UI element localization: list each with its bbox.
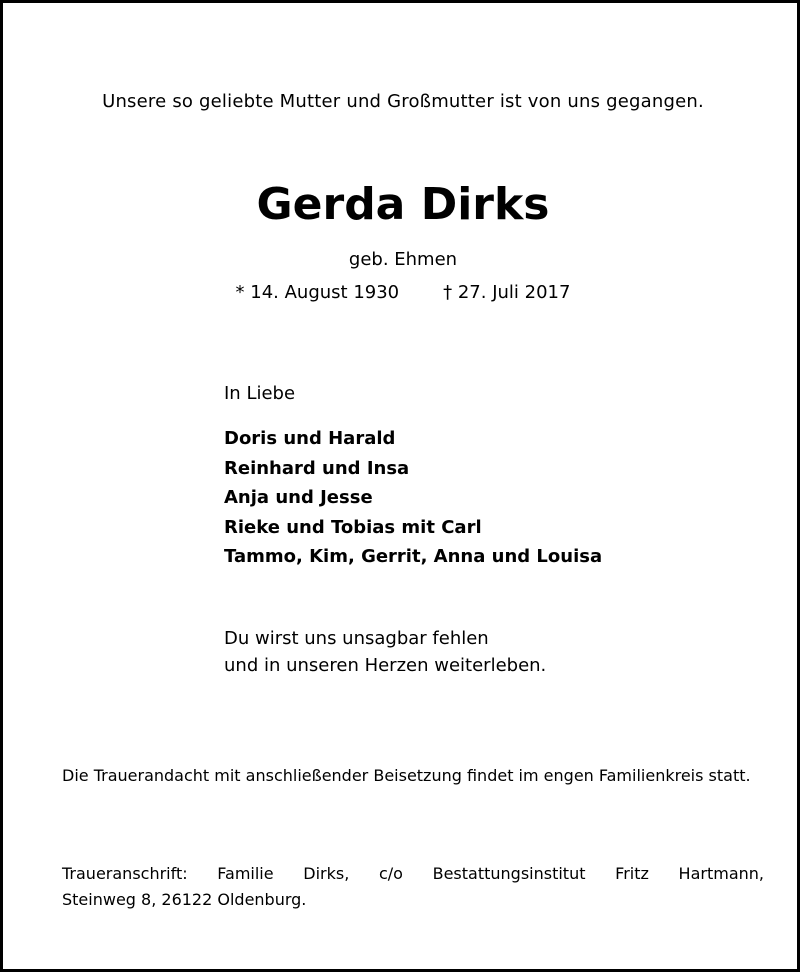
farewell-line: und in unseren Herzen weiterleben. <box>224 655 547 676</box>
mourning-address <box>62 861 764 913</box>
family-member: Rieke und Tobias mit Carl <box>224 516 482 538</box>
address-line: Steinweg 8, 26122 Oldenburg. <box>62 890 307 909</box>
family-list <box>224 424 602 572</box>
family-member: Anja und Jesse <box>224 487 373 508</box>
birth-date: * 14. August 1930 <box>235 282 400 303</box>
family-member: Doris und Harald <box>224 428 396 449</box>
maiden-name: geb. Ehmen <box>348 249 458 270</box>
family-member: Reinhard und Insa <box>224 457 410 479</box>
life-dates <box>3 282 800 303</box>
intro-text: Unsere so geliebte Mutter und Großmutter ist von uns gegangen. <box>102 91 704 112</box>
love-intro: In Liebe <box>224 383 296 404</box>
service-note: Die Trauerandacht mit anschließender Beisetzung findet im engen Familienkreis statt. <box>62 766 751 785</box>
deceased-name: Gerda Dirks <box>256 179 550 230</box>
farewell-line: Du wirst uns unsagbar fehlen <box>224 628 489 649</box>
address-line: Traueranschrift: Familie Dirks, c/o Bestattungsinstitut Fritz Hartmann, <box>62 864 764 883</box>
family-member: Tammo, Kim, Gerrit, Anna und Louisa <box>224 546 603 567</box>
death-date: † 27. Juli 2017 <box>443 282 571 303</box>
farewell-text <box>224 625 546 679</box>
